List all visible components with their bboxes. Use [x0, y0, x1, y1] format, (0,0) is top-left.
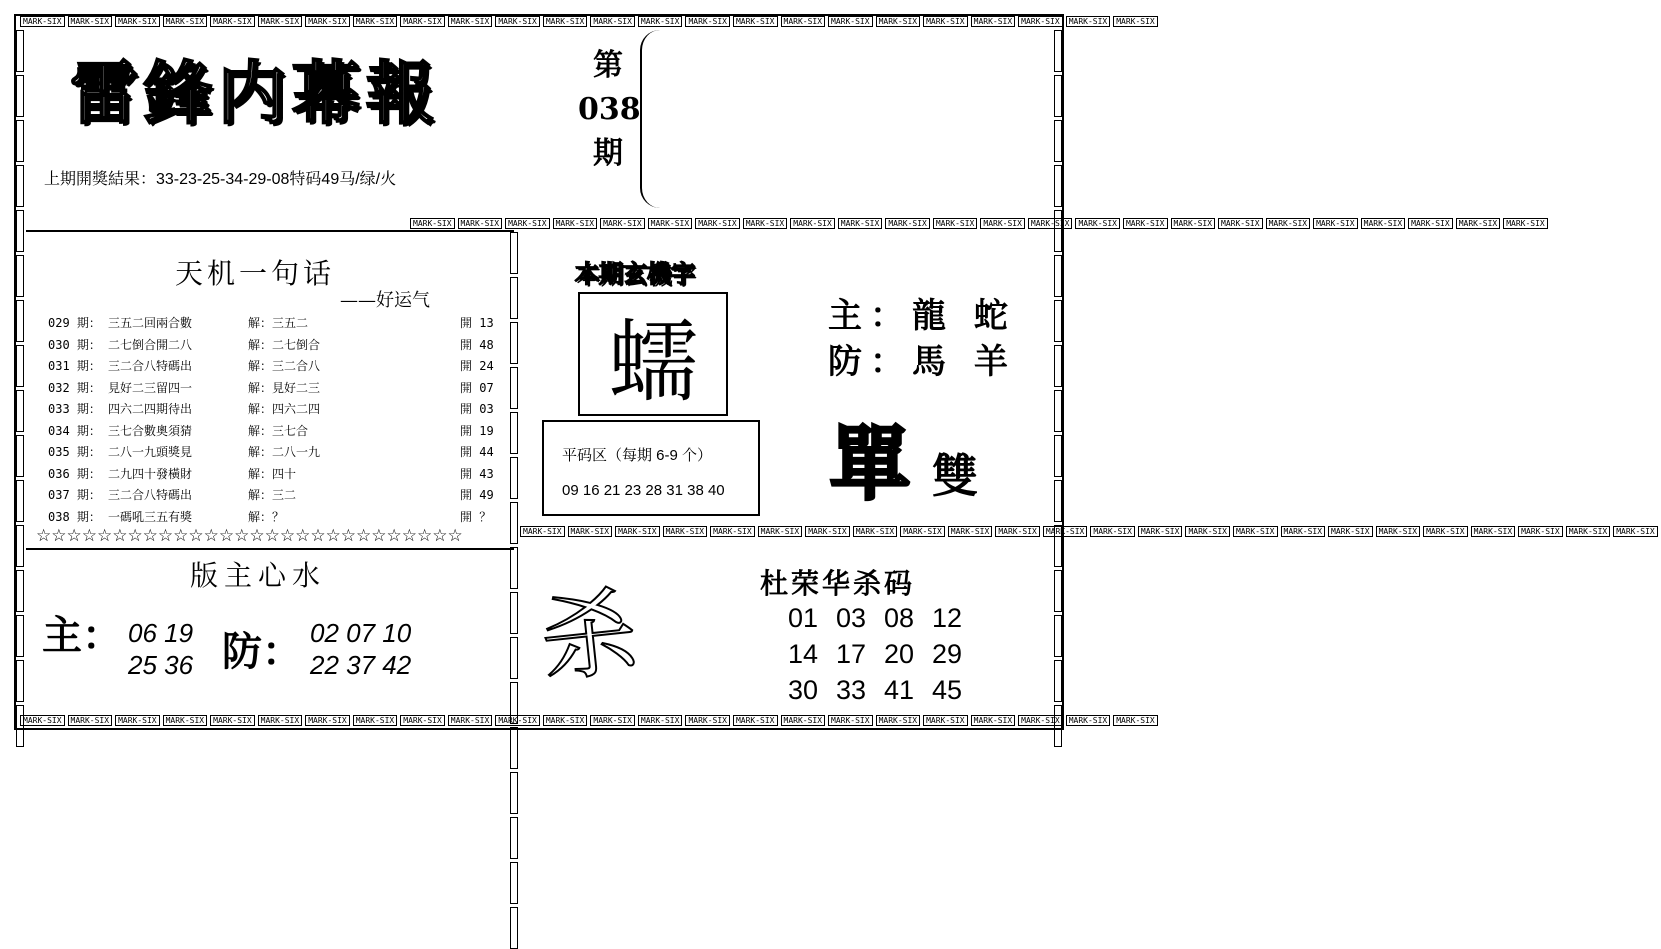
watermark-tag: MARK-SIX [1185, 526, 1230, 537]
watermark-tag: MARK-SIX [948, 526, 993, 537]
last-draw-result: 上期開獎結果：33-23-25-34-29-08特码49马/绿/火 [44, 171, 397, 188]
watermark-tag: MARK-SIX [685, 715, 730, 726]
fang-zodiac: 防：馬 羊 [828, 342, 1016, 382]
watermark-strip-top [20, 16, 1155, 28]
watermark-tag: MARK-SIX [828, 16, 873, 27]
watermark-tag: MARK-SIX [458, 218, 503, 229]
watermark-tag [510, 682, 518, 724]
watermark-tag: MARK-SIX [568, 526, 613, 537]
kill-title: 杜荣华杀码 [760, 567, 916, 600]
watermark-tag [16, 120, 24, 162]
watermark-tag: MARK-SIX [1313, 218, 1358, 229]
watermark-tag: MARK-SIX [1113, 16, 1158, 27]
watermark-tag [16, 255, 24, 297]
riddle-row: 031 期： 三二合八特碼出 解：三二合八 開 24 [48, 359, 494, 374]
watermark-tag [16, 705, 24, 747]
watermark-tag [16, 480, 24, 522]
watermark-tag: MARK-SIX [971, 715, 1016, 726]
watermark-strip-bottom [20, 715, 1155, 727]
watermark-tag [16, 210, 24, 252]
watermark-tag [1054, 345, 1062, 387]
watermark-tag: MARK-SIX [1408, 218, 1453, 229]
watermark-tag [16, 525, 24, 567]
watermark-tag [16, 570, 24, 612]
watermark-tag: MARK-SIX [448, 715, 493, 726]
watermark-tag: MARK-SIX [790, 218, 835, 229]
watermark-tag: MARK-SIX [923, 715, 968, 726]
watermark-strip-center [510, 232, 520, 712]
watermark-tag [510, 547, 518, 589]
watermark-tag: MARK-SIX [1138, 526, 1183, 537]
watermark-tag: MARK-SIX [115, 16, 160, 27]
watermark-tag: MARK-SIX [410, 218, 455, 229]
fang-numbers-row2: 22 37 42 [310, 650, 412, 680]
watermark-tag [1054, 30, 1062, 72]
watermark-tag: MARK-SIX [163, 16, 208, 27]
watermark-tag: MARK-SIX [1376, 526, 1421, 537]
watermark-tag: MARK-SIX [885, 218, 930, 229]
watermark-tag [16, 300, 24, 342]
watermark-tag: MARK-SIX [590, 16, 635, 27]
watermark-tag: MARK-SIX [495, 16, 540, 27]
watermark-tag: MARK-SIX [980, 218, 1025, 229]
riddle-row: 034 期： 三七合數奧須猜 解：三七合 開 19 [48, 423, 494, 438]
watermark-tag: MARK-SIX [305, 16, 350, 27]
tianji-title: 天机一句话 [175, 257, 336, 290]
star-divider: ☆☆☆☆☆☆☆☆☆☆☆☆☆☆☆☆☆☆☆☆☆☆☆☆☆☆☆☆ [36, 526, 463, 546]
watermark-tag [510, 367, 518, 409]
watermark-strip-mid2 [520, 526, 1655, 538]
watermark-tag: MARK-SIX [68, 715, 113, 726]
watermark-tag: MARK-SIX [448, 16, 493, 27]
watermark-tag [16, 75, 24, 117]
watermark-tag: MARK-SIX [20, 16, 65, 27]
watermark-tag: MARK-SIX [353, 715, 398, 726]
banzhu-title: 版主心水 [190, 559, 327, 592]
zhu-label: 主： [42, 612, 122, 659]
watermark-tag: MARK-SIX [20, 715, 65, 726]
watermark-strip-right [1054, 30, 1064, 710]
xuanji-char: 蠕 [608, 310, 698, 415]
watermark-tag [16, 435, 24, 477]
watermark-tag [510, 727, 518, 769]
divider-line-left [26, 230, 514, 232]
watermark-tag: MARK-SIX [733, 715, 778, 726]
bracket-decoration [640, 30, 662, 208]
kill-row: 30 33 41 45 [788, 675, 963, 705]
watermark-tag: MARK-SIX [305, 715, 350, 726]
watermark-tag: MARK-SIX [1361, 218, 1406, 229]
watermark-tag: MARK-SIX [1281, 526, 1326, 537]
watermark-tag: MARK-SIX [258, 16, 303, 27]
watermark-tag: MARK-SIX [210, 16, 255, 27]
watermark-tag: MARK-SIX [1066, 16, 1111, 27]
watermark-tag: MARK-SIX [1566, 526, 1611, 537]
watermark-tag: MARK-SIX [1028, 218, 1073, 229]
watermark-tag [1054, 390, 1062, 432]
issue-prefix: 第 [593, 48, 623, 83]
watermark-tag: MARK-SIX [400, 715, 445, 726]
watermark-tag [510, 817, 518, 859]
xuanji-char-box [578, 292, 728, 416]
watermark-tag: MARK-SIX [1043, 526, 1088, 537]
watermark-tag: MARK-SIX [1113, 715, 1158, 726]
watermark-tag: MARK-SIX [648, 218, 693, 229]
watermark-tag: MARK-SIX [1423, 526, 1468, 537]
watermark-tag: MARK-SIX [1018, 16, 1063, 27]
watermark-tag: MARK-SIX [1066, 715, 1111, 726]
watermark-tag [510, 322, 518, 364]
watermark-tag [510, 637, 518, 679]
watermark-tag: MARK-SIX [163, 715, 208, 726]
kill-numbers [788, 600, 980, 708]
watermark-tag: MARK-SIX [1123, 218, 1168, 229]
watermark-tag [1054, 525, 1062, 567]
zhu-zodiac: 主：龍 蛇 [828, 296, 1016, 336]
riddle-row: 038 期： 一碼吼三五有獎 解：？ 開 ？ [48, 509, 492, 524]
xuanji-title: 本期玄機字 [575, 261, 695, 288]
watermark-tag: MARK-SIX [1471, 526, 1516, 537]
watermark-tag: MARK-SIX [710, 526, 755, 537]
watermark-tag: MARK-SIX [590, 715, 635, 726]
watermark-tag: MARK-SIX [1218, 218, 1263, 229]
riddle-row: 035 期： 二八一九頭獎見 解：二八一九 開 44 [48, 445, 494, 460]
watermark-tag [1054, 120, 1062, 162]
tianji-subtitle: ——好运气 [340, 290, 430, 311]
watermark-tag [1054, 255, 1062, 297]
watermark-tag: MARK-SIX [995, 526, 1040, 537]
watermark-tag: MARK-SIX [758, 526, 803, 537]
watermark-tag [16, 165, 24, 207]
watermark-tag: MARK-SIX [663, 526, 708, 537]
watermark-tag: MARK-SIX [1233, 526, 1278, 537]
shuang-char: 雙 [932, 449, 978, 503]
watermark-tag: MARK-SIX [876, 715, 921, 726]
watermark-tag [1054, 75, 1062, 117]
brush-sha-char: 杀 [535, 575, 643, 697]
watermark-tag: MARK-SIX [638, 16, 683, 27]
watermark-tag: MARK-SIX [638, 715, 683, 726]
watermark-tag: MARK-SIX [876, 16, 921, 27]
watermark-tag: MARK-SIX [923, 16, 968, 27]
watermark-tag: MARK-SIX [520, 526, 565, 537]
kill-row: 14 17 20 29 [788, 639, 963, 669]
watermark-tag: MARK-SIX [543, 16, 588, 27]
issue-block [578, 44, 641, 176]
watermark-tag: MARK-SIX [505, 218, 550, 229]
watermark-tag [1054, 660, 1062, 702]
watermark-tag: MARK-SIX [781, 16, 826, 27]
watermark-tag [16, 345, 24, 387]
pingma-box [542, 420, 760, 516]
watermark-tag: MARK-SIX [743, 218, 788, 229]
watermark-tag: MARK-SIX [1018, 715, 1063, 726]
watermark-tag [510, 772, 518, 814]
divider-line-left-bottom [26, 548, 514, 550]
zhu-numbers-row2: 25 36 [128, 650, 194, 680]
riddle-row: 029 期： 三五二回兩合數 解：三五二 開 13 [48, 316, 494, 331]
watermark-tag: MARK-SIX [210, 715, 255, 726]
fang-numbers-row1: 02 07 10 [310, 618, 412, 648]
watermark-tag [16, 30, 24, 72]
watermark-tag [1054, 705, 1062, 747]
watermark-tag: MARK-SIX [258, 715, 303, 726]
watermark-tag: MARK-SIX [615, 526, 660, 537]
watermark-tag: MARK-SIX [1456, 218, 1501, 229]
watermark-tag [1054, 615, 1062, 657]
pingma-numbers: 09 16 21 23 28 31 38 40 [562, 482, 725, 499]
page-title: 雷鋒内幕報 [70, 54, 441, 134]
watermark-strip-left [16, 30, 26, 710]
issue-number: 038 [578, 92, 641, 127]
watermark-tag: MARK-SIX [68, 16, 113, 27]
watermark-tag: MARK-SIX [1328, 526, 1373, 537]
watermark-tag [510, 907, 518, 949]
watermark-tag: MARK-SIX [543, 715, 588, 726]
kill-row: 01 03 08 12 [788, 603, 963, 633]
watermark-tag: MARK-SIX [553, 218, 598, 229]
watermark-tag [16, 390, 24, 432]
watermark-tag: MARK-SIX [933, 218, 978, 229]
watermark-tag: MARK-SIX [495, 715, 540, 726]
watermark-tag: MARK-SIX [971, 16, 1016, 27]
watermark-tag: MARK-SIX [685, 16, 730, 27]
watermark-tag [1054, 165, 1062, 207]
watermark-tag [1054, 435, 1062, 477]
issue-suffix: 期 [593, 136, 623, 171]
watermark-tag: MARK-SIX [1518, 526, 1563, 537]
watermark-tag: MARK-SIX [1075, 218, 1120, 229]
riddle-row: 033 期： 四六二四期待出 解：四六二四 開 03 [48, 402, 494, 417]
watermark-tag [510, 277, 518, 319]
pingma-title: 平码区（每期 6-9 个） [562, 447, 713, 464]
watermark-tag: MARK-SIX [1503, 218, 1548, 229]
watermark-tag: MARK-SIX [828, 715, 873, 726]
watermark-tag: MARK-SIX [838, 218, 883, 229]
riddle-row: 030 期： 二七倒合開二八 解：二七倒合 開 48 [48, 337, 494, 352]
watermark-tag: MARK-SIX [600, 218, 645, 229]
watermark-tag: MARK-SIX [115, 715, 160, 726]
watermark-tag: MARK-SIX [781, 715, 826, 726]
watermark-tag: MARK-SIX [695, 218, 740, 229]
watermark-tag [1054, 300, 1062, 342]
riddle-row: 032 期： 見好二三留四一 解：見好二三 開 07 [48, 380, 494, 395]
fang-label: 防： [222, 628, 302, 675]
watermark-tag [1054, 210, 1062, 252]
watermark-tag [510, 457, 518, 499]
watermark-tag: MARK-SIX [853, 526, 898, 537]
watermark-tag: MARK-SIX [400, 16, 445, 27]
watermark-tag [510, 232, 518, 274]
watermark-tag: MARK-SIX [733, 16, 778, 27]
watermark-tag: MARK-SIX [900, 526, 945, 537]
watermark-tag [16, 660, 24, 702]
watermark-tag [1054, 570, 1062, 612]
watermark-tag [510, 862, 518, 904]
dan-char: 單 [830, 417, 910, 511]
riddle-row: 037 期： 三二合八特碼出 解：三二 開 49 [48, 488, 494, 503]
watermark-tag [16, 615, 24, 657]
watermark-strip-mid [410, 218, 1545, 230]
watermark-tag: MARK-SIX [1613, 526, 1658, 537]
watermark-tag [510, 412, 518, 454]
riddle-row: 036 期： 二九四十發橫財 解：四十 開 43 [48, 466, 494, 481]
watermark-tag: MARK-SIX [353, 16, 398, 27]
watermark-tag [1054, 480, 1062, 522]
riddle-table [48, 312, 496, 527]
watermark-tag: MARK-SIX [805, 526, 850, 537]
watermark-tag: MARK-SIX [1266, 218, 1311, 229]
zhu-numbers-row1: 06 19 [128, 618, 194, 648]
watermark-tag: MARK-SIX [1090, 526, 1135, 537]
watermark-tag: MARK-SIX [1171, 218, 1216, 229]
watermark-tag [510, 592, 518, 634]
